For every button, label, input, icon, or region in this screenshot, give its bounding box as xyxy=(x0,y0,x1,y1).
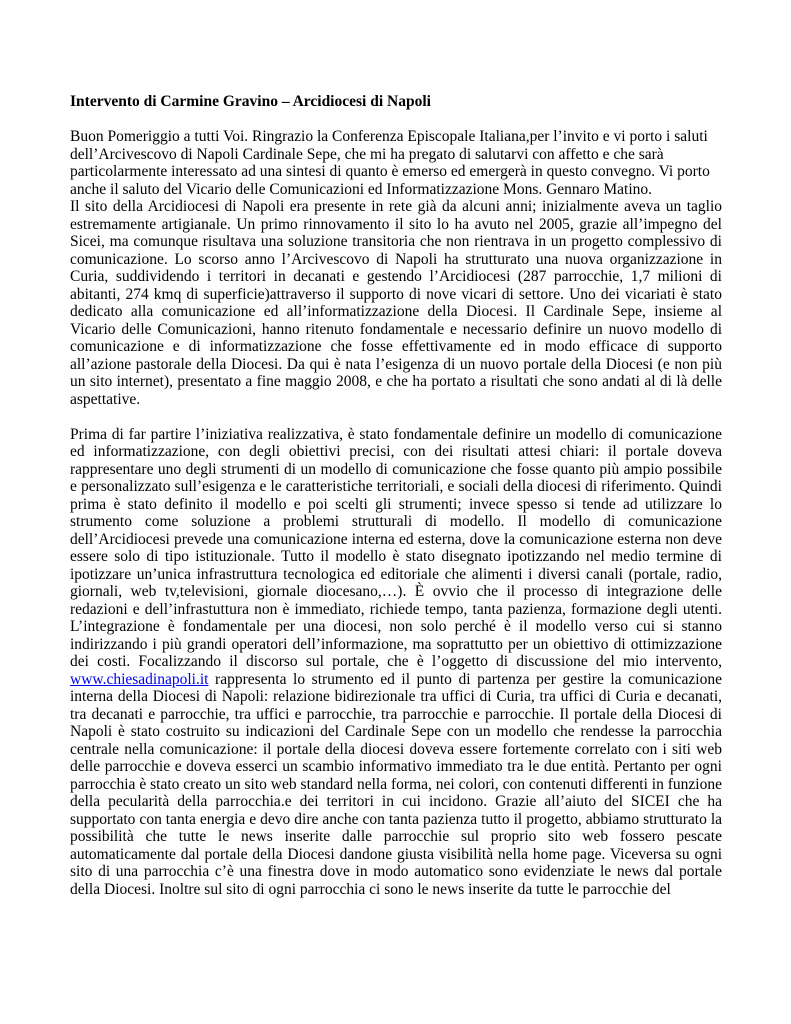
document-page xyxy=(70,93,722,898)
document-title: Intervento di Carmine Gravino – Arcidiocesi di Napoli xyxy=(70,93,431,110)
portal-text-after-link: rappresenta lo strumento ed il punto di partenza per gestire la comunicazione interna della Diocesi di Napoli: relazione bidirezionale tra uffici di Curia, tra uffici di Curia e decanati, tra decanati e parrocchie, tra uffici e parrocchie, tra parrocchie e parrocchie. Il portale della Diocesi di Napoli è stato costruito su indicazioni del Cardinale Sepe con un modello che rendesse la parrocchia centrale nella comunicazione: il portale della diocesi doveva essere fortemente correlato con i siti web delle parrocchie e doveva esserci un scambio informativo immediato tra le due entità. Pertanto per ogni parrocchia è stato creato un sito web standard nella forma, nei colori, con contenuti differenti in funzione della pecularità della parrocchia.e dei territori in cui incidono. Grazie all’aiuto del SICEI che ha supportato con tanta energia e devo dire anche con tanta pazienza tutto il progetto, abbiamo strutturato la possibilità che tutte le news inserite dalle parrocchie sul proprio sito web fossero pescate automaticamente dal portale della Diocesi dandone giusta visibilità nella home page. Viceversa su ogni sito di una parrocchia c’è una finestra dove in modo automatico sono evidenziate le news dal portale della Diocesi. Inoltre sul sito di ogni parrocchia ci sono le news inserite da tutte le parrocchie del xyxy=(70,670,722,898)
intro-paragraph: Buon Pomeriggio a tutti Voi. Ringrazio la Conferenza Episcopale Italiana,per l’invito e vi porto i saluti dell’Arcivescovo di Napoli Cardinale Sepe, che mi ha pregato di salutarvi con affetto e che sarà particolarmente interessato ad una sintesi di quanto è emerso ed emergerà in questo convegno. Vi porto anche il saluto del Vicario delle Comunicazioni ed Informatizzazione Mons. Gennaro Matino. xyxy=(70,128,710,198)
portal-text-before-link: Prima di far partire l’iniziativa realizzativa, è stato fondamentale definire un modello di comunicazione ed informatizzazione, con degli obiettivi precisi, con dei risultati attesi chiari: il portale doveva rappresentare uno degli strumenti di un modello di comunicazione che fosse quanto più ampio possibile e personalizzato sull’esigenza e le caratteristiche territoriali, e sociali della diocesi di riferimento. Quindi prima è stato definito il modello e poi scelti gli strumenti; invece spesso si tende ad utilizzare lo strumento come soluzione a problemi strutturali di modello. Il modello di comunicazione dell’Arcidiocesi prevede una comunicazione interna ed esterna, dove la comunicazione esterna non deve essere solo di tipo istituzionale. Tutto il modello è stato disegnato ipotizzando nel medio termine di ipotizzare un’unica infrastruttura tecnologica ed editoriale che alimenti i diversi canali (portale, radio, giornali, web tv,televisioni, giornale diocesano,…). È ovvio che il processo di integrazione delle redazioni e dell’infrastuttura non è immediato, richiede tempo, tanta pazienza, formazione degli utenti. L’integrazione è fondamentale per una diocesi, non solo perché è il modello verso cui si stanno indirizzando i più grandi operatori dell’informazione, ma soprattutto per un obiettivo di ottimizzazione dei costi. Focalizzando il discorso sul portale, che è l’oggetto di discussione del mio intervento, xyxy=(70,425,722,670)
history-paragraph: Il sito della Arcidiocesi di Napoli era presente in rete già da alcuni anni; inizialmente aveva un taglio estremamente artigianale. Un primo rinnovamento il sito lo ha avuto nel 2005, grazie all’impegno del Sicei, ma comunque risultava una soluzione transitoria che non rientrava in un progetto complessivo di comunicazione. Lo scorso anno l’Arcivescovo di Napoli ha strutturato una nuova organizzazione in Curia, suddividendo i territori in decanati e gestendo l’Arcidiocesi (287 parrocchie, 1,7 milioni di abitanti, 274 kmq di superficie)attraverso il supporto di nove vicari di settore. Uno dei vicariati è stato dedicato alla comunicazione ed all’informatizzazione della Diocesi. Il Cardinale Sepe, insieme al Vicario delle Comunicazioni, hanno ritenuto fondamentale e necessario definire un nuovo modello di comunicazione e di informatizzazione che fosse effettivamente ed in modo efficace di supporto all’azione pastorale della Diocesi. Da qui è nata l’esigenza di un nuovo portale della Diocesi (e non più un sito internet), presentato a fine maggio 2008, e che ha portato a risultati che sono andati al di là delle aspettative. xyxy=(70,198,722,408)
portal-paragraph xyxy=(70,426,722,899)
chiesadinapoli-link[interactable]: www.chiesadinapoli.it xyxy=(70,670,209,688)
